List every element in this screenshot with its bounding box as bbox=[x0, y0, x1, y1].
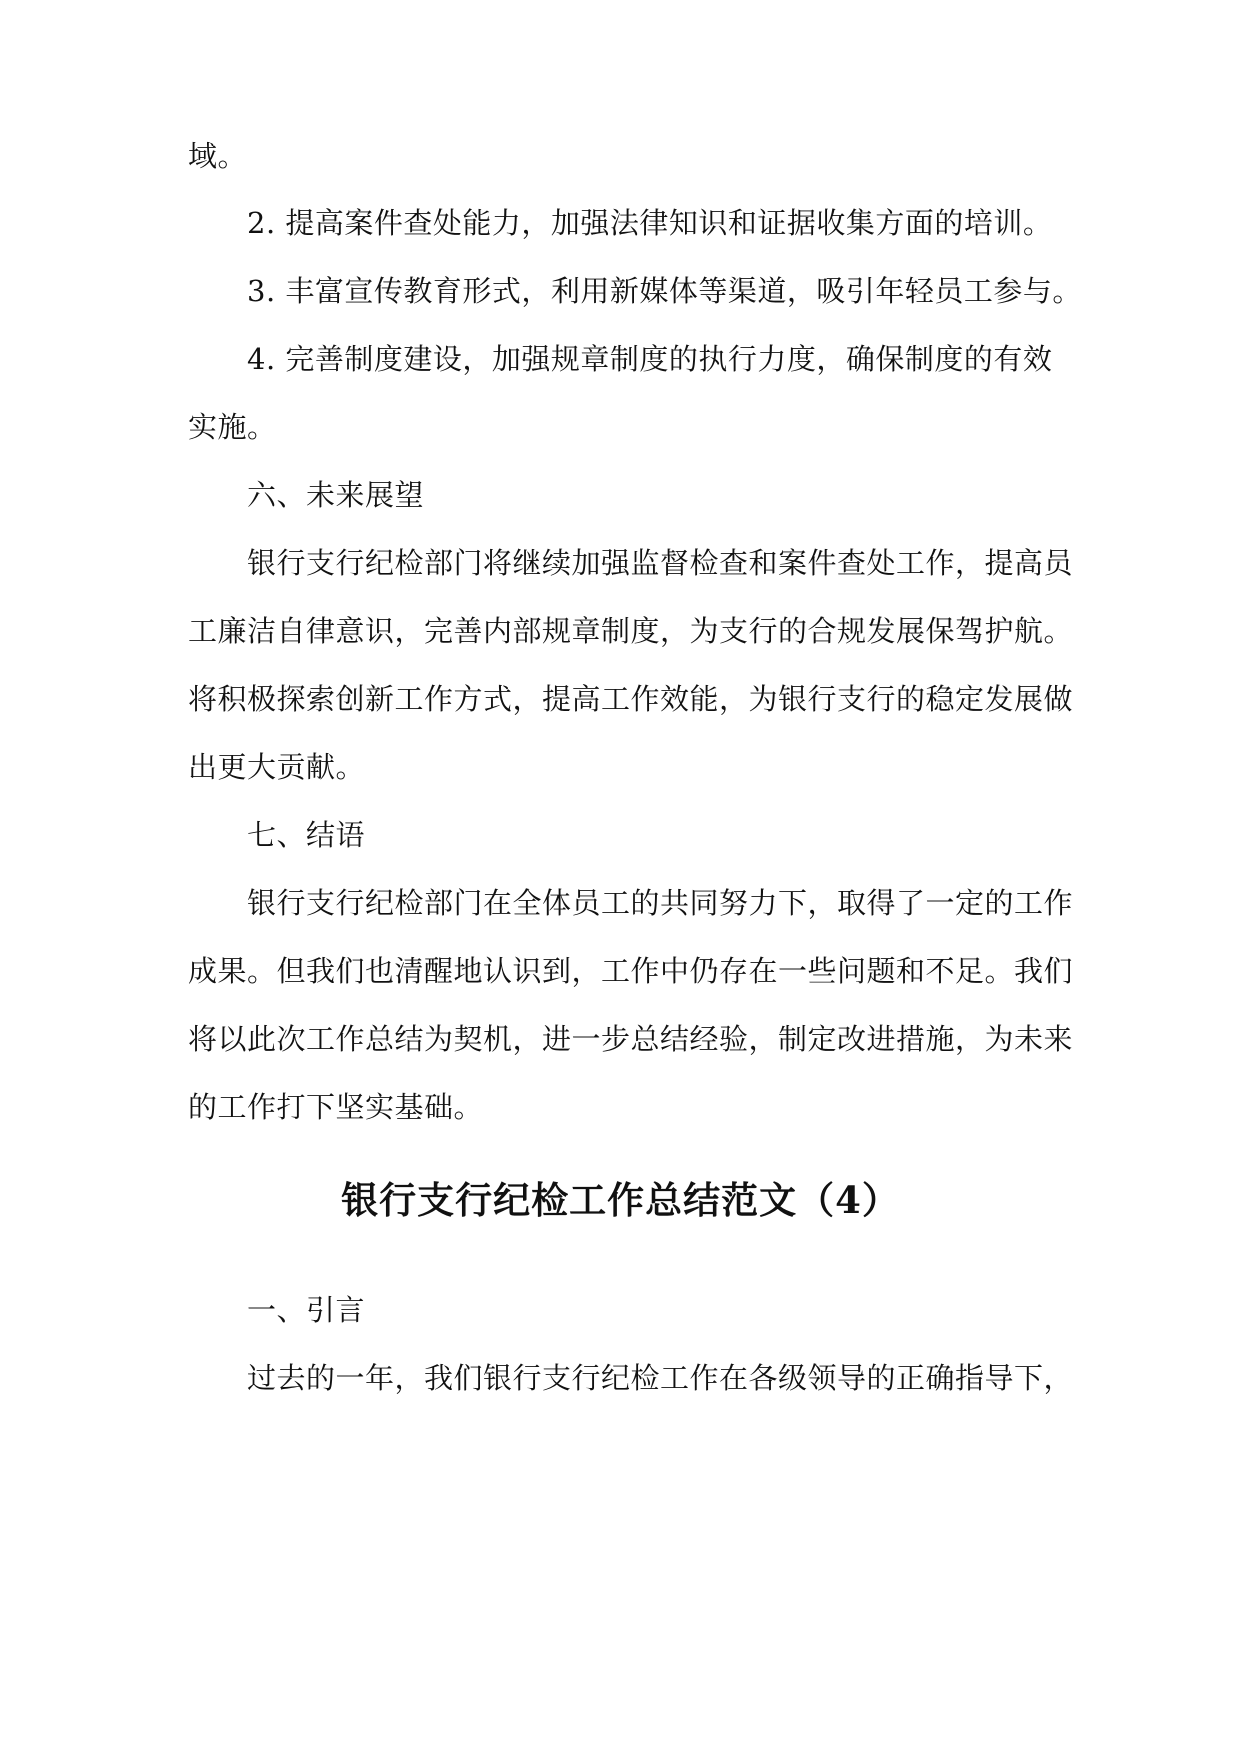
paragraph-line: 银行支行纪检部门将继续加强监督检查和案件查处工作，提高员 bbox=[247, 546, 1074, 580]
paragraph-line: 过去的一年，我们银行支行纪检工作在各级领导的正确指导下， bbox=[247, 1361, 1074, 1395]
section-heading-conclusion: 七、结语 bbox=[247, 818, 366, 852]
paragraph-line: 成果。但我们也清醒地认识到，工作中仍存在一些问题和不足。我们 bbox=[188, 954, 1074, 988]
list-item-2: 2. 提高案件查处能力，加强法律知识和证据收集方面的培训。 bbox=[247, 206, 1053, 240]
list-item-4: 4. 完善制度建设，加强规章制度的执行力度，确保制度的有效 bbox=[247, 342, 1053, 376]
paragraph-line: 出更大贡献。 bbox=[188, 750, 366, 784]
section-heading-introduction: 一、引言 bbox=[247, 1293, 366, 1327]
paragraph-line: 的工作打下坚实基础。 bbox=[188, 1090, 484, 1124]
paragraph-line: 域。 bbox=[188, 139, 248, 173]
paragraph-line: 工廉洁自律意识，完善内部规章制度，为支行的合规发展保驾护航。 bbox=[188, 614, 1074, 648]
document-title: 银行支行纪检工作总结范文（4） bbox=[341, 1178, 900, 1222]
section-heading-future-outlook: 六、未来展望 bbox=[247, 478, 425, 512]
paragraph-line: 将积极探索创新工作方式，提高工作效能，为银行支行的稳定发展做 bbox=[188, 682, 1074, 716]
list-item-4-continuation: 实施。 bbox=[188, 410, 277, 444]
paragraph-line: 银行支行纪检部门在全体员工的共同努力下，取得了一定的工作 bbox=[247, 886, 1074, 920]
list-item-3: 3. 丰富宣传教育形式，利用新媒体等渠道，吸引年轻员工参与。 bbox=[247, 274, 1082, 308]
paragraph-line: 将以此次工作总结为契机，进一步总结经验，制定改进措施，为未来 bbox=[188, 1022, 1074, 1056]
